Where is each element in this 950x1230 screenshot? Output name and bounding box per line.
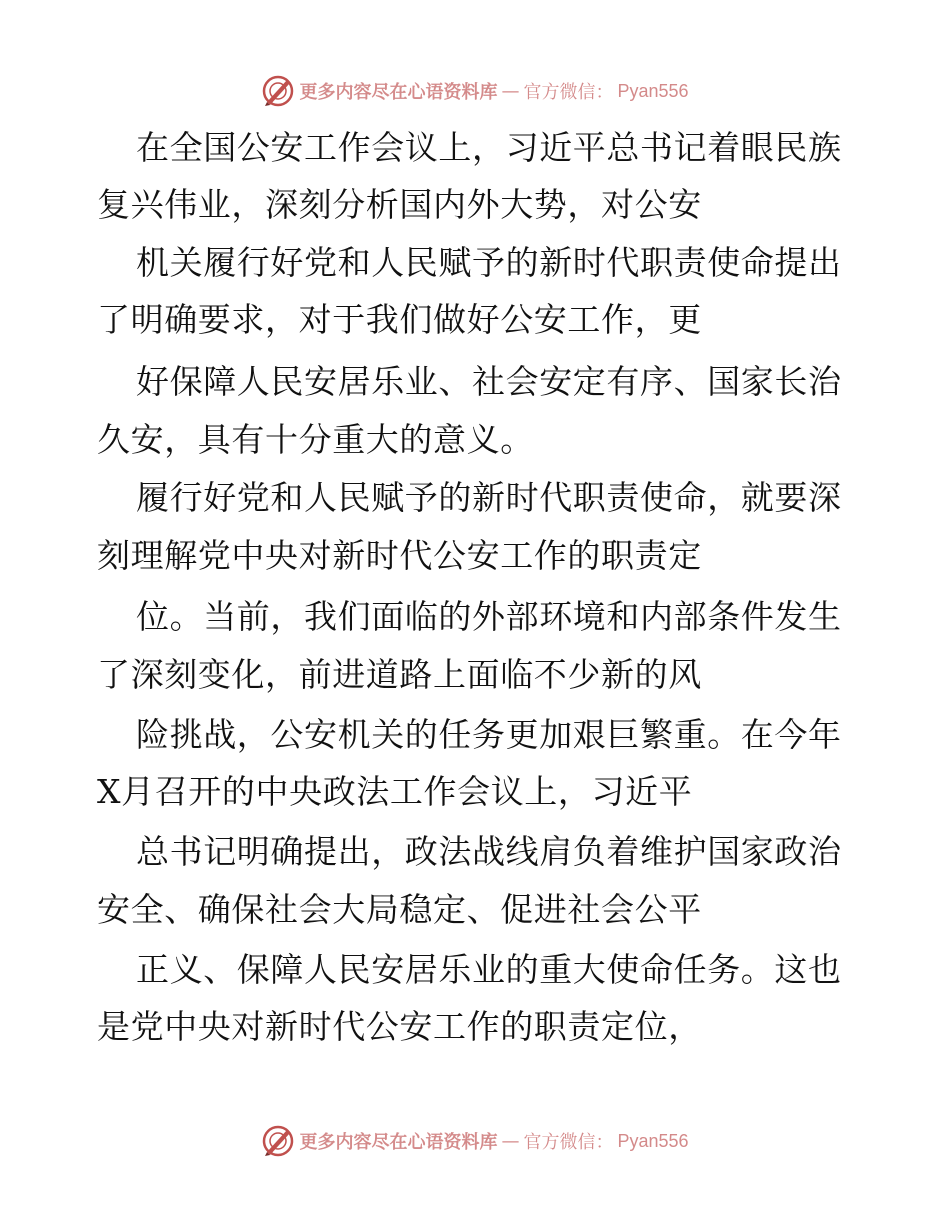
- text-line: 刻理解党中央对新时代公安工作的职责定: [97, 536, 702, 575]
- text-line: 安全、确保社会大局稳定、促进社会公平: [97, 890, 702, 929]
- text-line: 久安，具有十分重大的意义。: [97, 420, 534, 459]
- text-line: 位。当前，我们面临的外部环境和内部条件发生: [136, 597, 842, 636]
- watermark-official-label: 官方微信：: [523, 1132, 614, 1153]
- text-line: 复兴伟业，深刻分析国内外大势，对公安: [97, 185, 702, 224]
- watermark-wechat-id: Pyan556: [617, 1130, 689, 1151]
- text-line: 总书记明确提出，政法战线肩负着维护国家政治: [136, 832, 842, 871]
- text-line: 了明确要求，对于我们做好公安工作，更: [97, 300, 702, 339]
- text-line: 了深刻变化，前进道路上面临不少新的风: [97, 655, 702, 694]
- watermark-separator: —: [501, 80, 520, 102]
- text-line: 好保障人民安居乐业、社会安定有序、国家长治: [136, 362, 842, 401]
- text-line: 是党中央对新时代公安工作的职责定位，: [97, 1007, 702, 1046]
- header-watermark: [0, 74, 950, 108]
- watermark-title: 更多内容尽在心语资料库: [299, 1132, 498, 1153]
- text-line: 机关履行好党和人民赋予的新时代职责使命提出: [136, 243, 842, 282]
- text-line: 正义、保障人民安居乐业的重大使命任务。这也: [136, 950, 842, 989]
- pen-logo-icon: [261, 1124, 295, 1158]
- text-line: 险挑战，公安机关的任务更加艰巨繁重。在今年: [136, 715, 842, 754]
- watermark-title: 更多内容尽在心语资料库: [299, 82, 498, 103]
- text-line: 履行好党和人民赋予的新时代职责使命，就要深: [136, 478, 842, 517]
- pen-logo-icon: [261, 74, 295, 108]
- watermark-wechat-id: Pyan556: [617, 80, 689, 101]
- watermark-official-label: 官方微信：: [523, 82, 614, 103]
- text-line: 在全国公安工作会议上，习近平总书记着眼民族: [136, 128, 842, 167]
- text-line: X月召开的中央政法工作会议上，习近平: [97, 772, 693, 811]
- watermark-separator: —: [501, 1130, 520, 1152]
- footer-watermark: [0, 1124, 950, 1158]
